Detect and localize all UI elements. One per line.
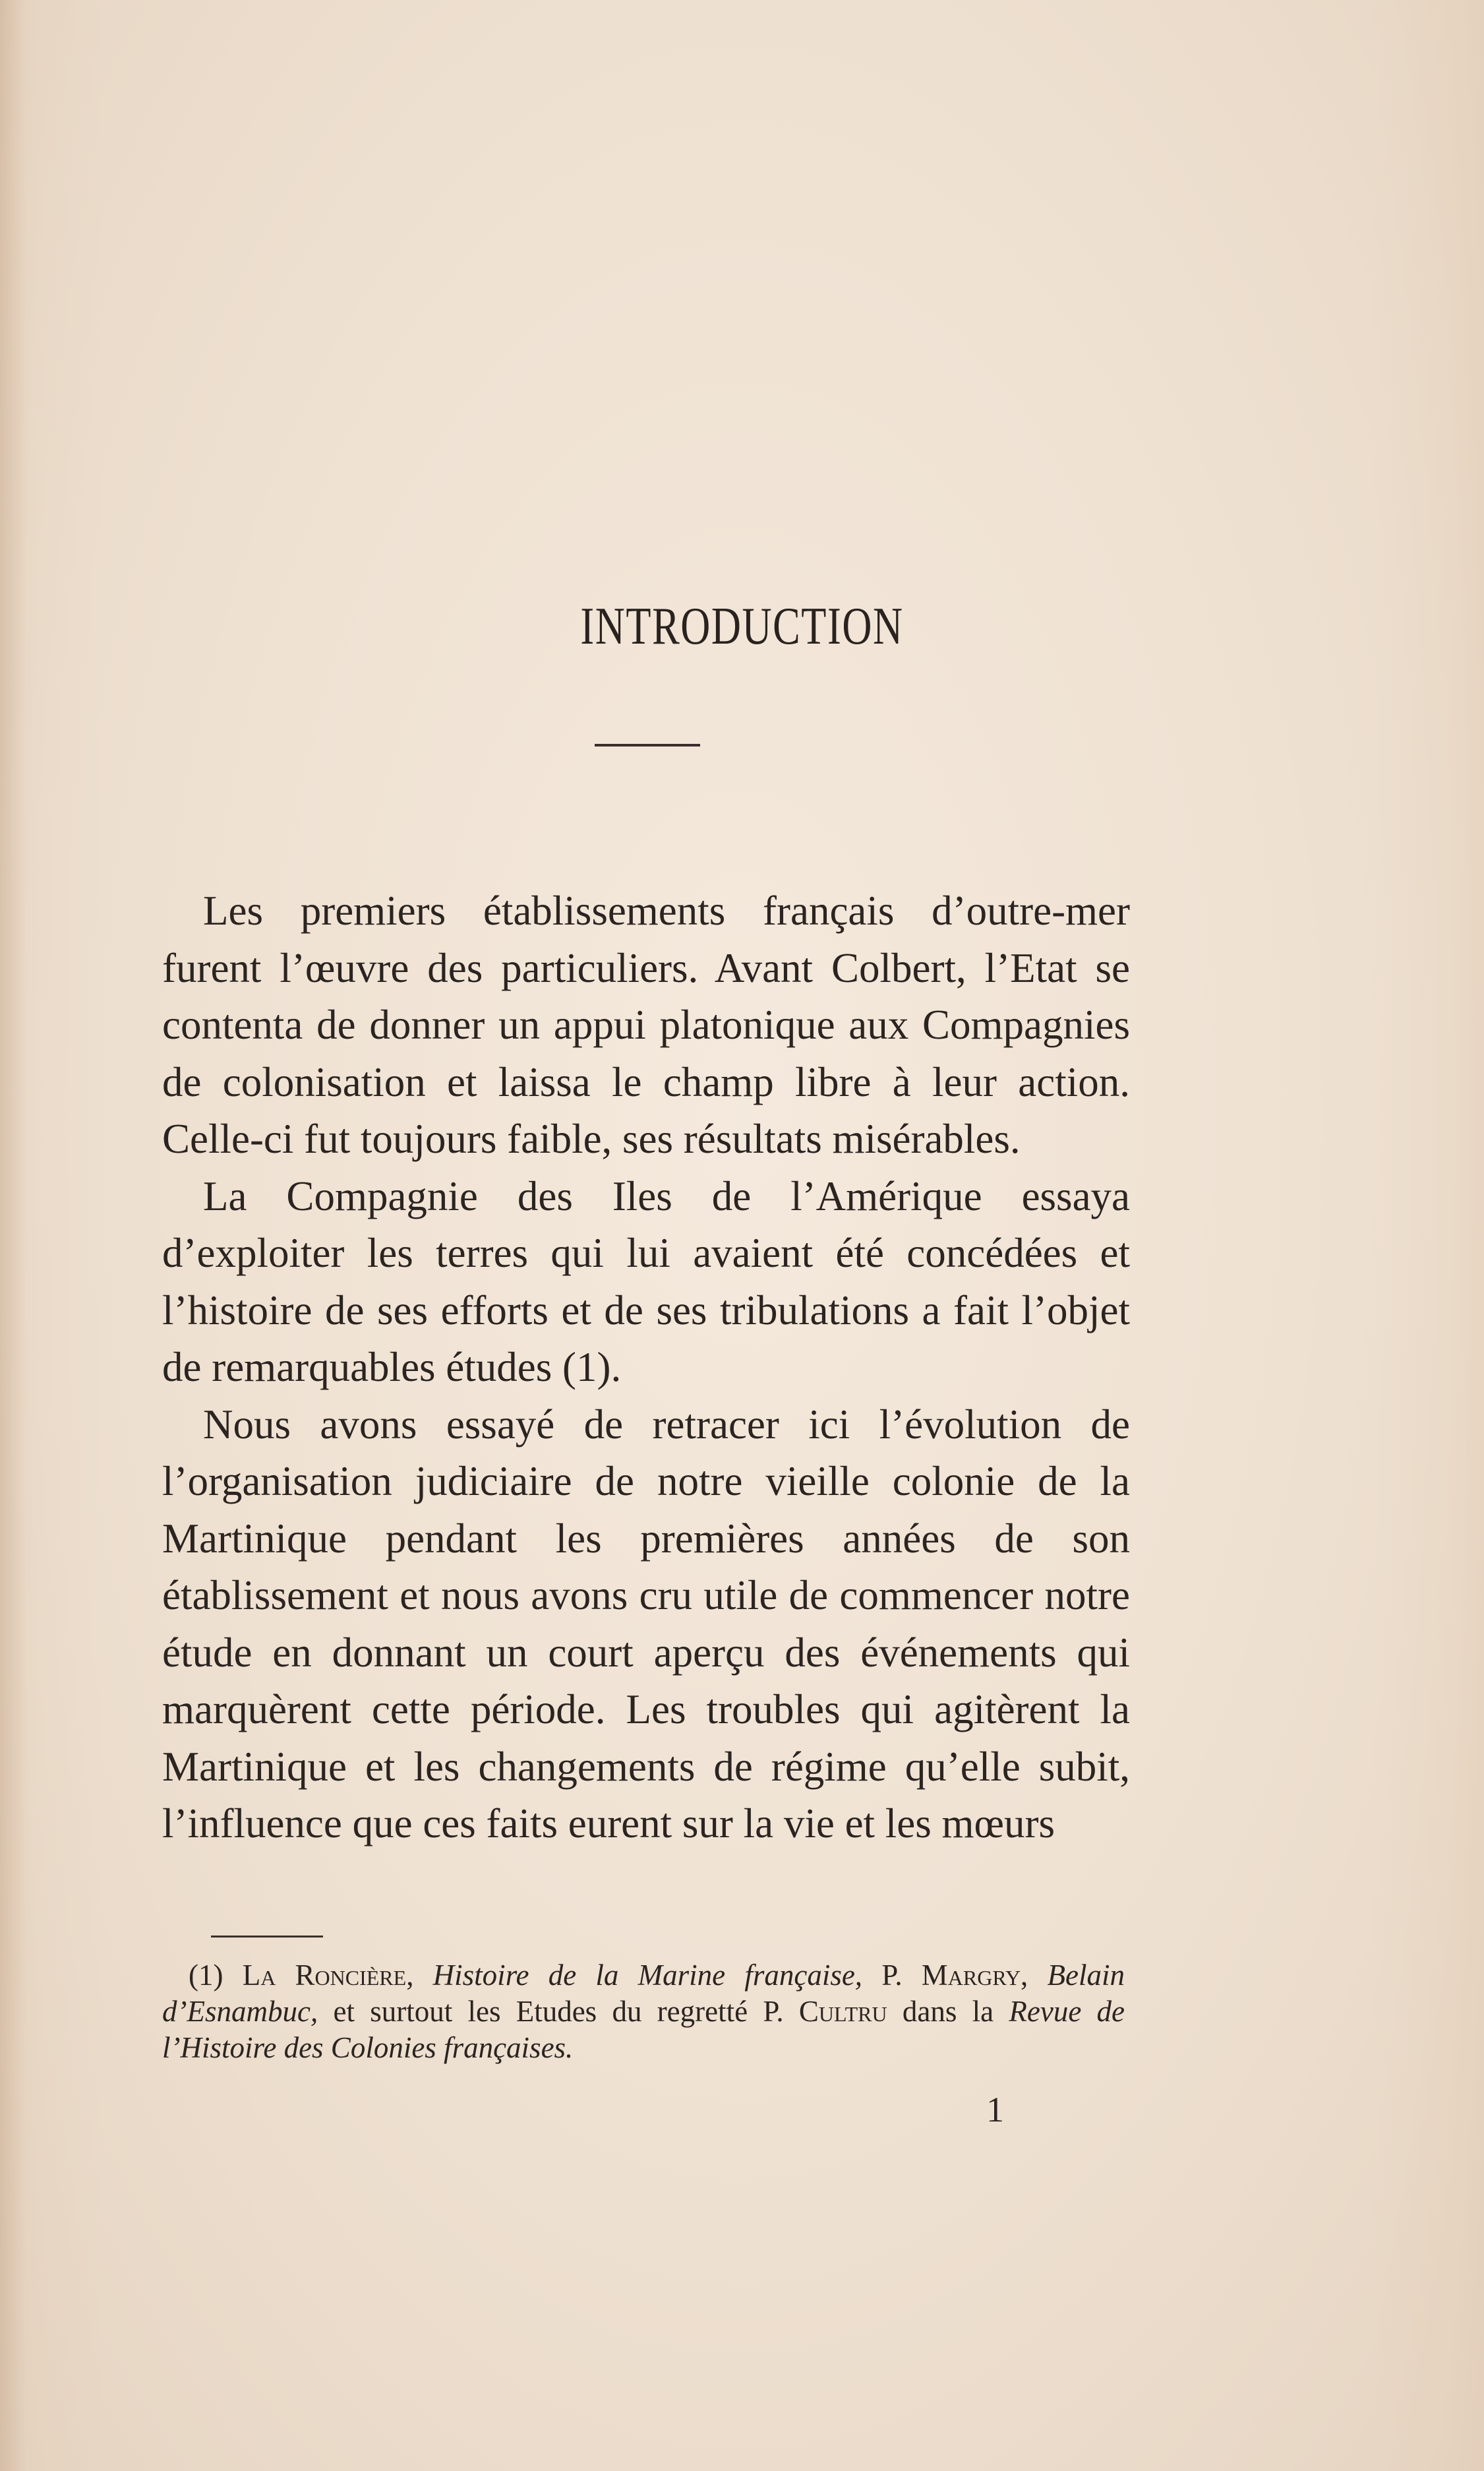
chapter-title: INTRODUCTION bbox=[580, 597, 904, 656]
paragraph-3: Nous avons essayé de retracer ici l’évolution de l’organisation judiciaire de notre vieille colonie de la Martinique pendant les premières années de son établissement et nous avons cru utile de commencer notre étude en donnant un court aperçu des événements qui marquèrent cette période. Les troubles qui agitèrent la Martinique et les changements de régime qu’elle subit, l’influence que ces faits eurent sur la vie et les mœurs bbox=[162, 1401, 1130, 1846]
footnote-work-3: Revue de l’Histoire des Colonies françaises. bbox=[162, 1995, 1125, 2064]
footnote-connector: et surtout les Etudes du regretté P. bbox=[333, 1995, 784, 2028]
paragraph-1: Les premiers établissements français d’outre-mer furent l’œuvre des particuliers. Avant Colbert, l’Etat se contenta de donner un appui platonique aux Compagnies de colonisation et laissa le champ libre à leur action. Celle-ci fut toujours faible, ses résultats misérables. bbox=[162, 888, 1130, 1162]
footnote-connector-2: dans la bbox=[902, 1995, 994, 2028]
footnote-marker: (1) bbox=[189, 1959, 223, 1992]
footnote bbox=[162, 1957, 1125, 2066]
footnote-author-2: P. Margry, bbox=[881, 1959, 1028, 1992]
title-rule bbox=[595, 744, 700, 747]
footnote-author-3: Cultru bbox=[798, 1995, 887, 2028]
body-text bbox=[162, 882, 1130, 1852]
footnote-work-1: Histoire de la Marine française, bbox=[432, 1959, 863, 1992]
page-number: 1 bbox=[986, 2090, 1004, 2129]
footnote-author-1: La Roncière, bbox=[242, 1959, 414, 1992]
footnote-rule bbox=[211, 1936, 323, 1937]
footnote-work-2: Belain d’Esnambuc, bbox=[162, 1959, 1125, 2028]
page-edge-shadow bbox=[0, 0, 26, 2471]
paragraph-2: La Compagnie des Iles de l’Amérique essaya d’exploiter les terres qui lui avaient été concédées et l’histoire de ses efforts et de ses tribulations a fait l’objet de remarquables études (1). bbox=[162, 1173, 1130, 1390]
